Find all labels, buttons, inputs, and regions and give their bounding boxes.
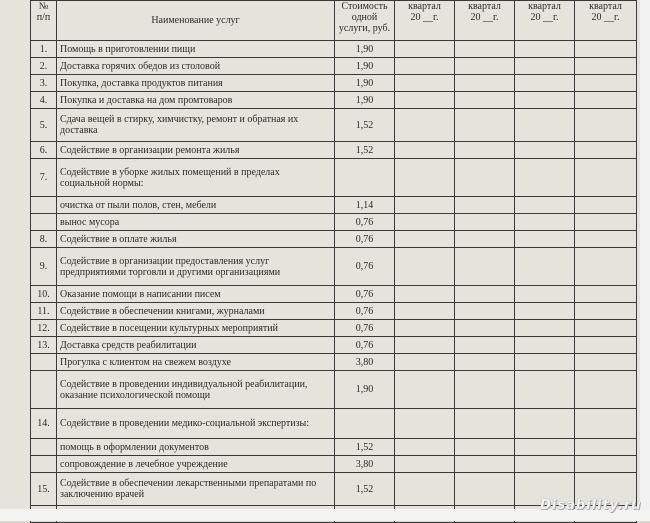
row-name: Покупка и доставка на дом промтоваров [57,92,335,109]
row-price: 3,80 [335,354,395,371]
row-price: 0,76 [335,248,395,286]
row-price: 3,80 [335,456,395,473]
row-num: 15. [31,473,57,506]
row-quarter-2-cell [455,473,515,506]
row-name: вынос мусора [57,214,335,231]
table-row [31,286,637,303]
header-price: Стоимость одной услуги, руб. [335,1,395,41]
row-price: 1,90 [335,371,395,409]
row-name: очистка от пыли полов, стен, мебели [57,197,335,214]
row-quarter-4-cell [575,248,637,286]
row-quarter-1-cell [395,75,455,92]
row-quarter-2-cell [455,159,515,197]
row-quarter-4-cell [575,58,637,75]
sheet-edge [640,0,650,521]
row-name: помощь в оформлении документов [57,439,335,456]
row-quarter-4-cell [575,303,637,320]
row-num: 10. [31,286,57,303]
row-price: 1,52 [335,473,395,506]
row-quarter-2-cell [455,320,515,337]
row-quarter-4-cell [575,354,637,371]
row-quarter-1-cell [395,109,455,142]
row-quarter-4-cell [575,159,637,197]
row-quarter-3-cell [515,214,575,231]
row-quarter-3-cell [515,320,575,337]
row-quarter-1-cell [395,320,455,337]
row-quarter-1-cell [395,159,455,197]
row-price: 1,52 [335,109,395,142]
row-name: Содействие в обеспечении лекарственными препаратами по заключению врачей [57,473,335,506]
row-quarter-1-cell [395,214,455,231]
row-quarter-4-cell [575,456,637,473]
table-row [31,248,637,286]
row-name: Содействие в обеспечении книгами, журналами [57,303,335,320]
row-quarter-4-cell [575,409,637,439]
table-body [31,41,637,523]
row-name: Помощь в приготовлении пищи [57,41,335,58]
table-row [31,109,637,142]
table-row [31,197,637,214]
row-quarter-4-cell [575,41,637,58]
row-price: 0,76 [335,337,395,354]
row-quarter-2-cell [455,231,515,248]
row-quarter-2-cell [455,354,515,371]
row-num: 12. [31,320,57,337]
row-num [31,439,57,456]
row-name: Покупка, доставка продуктов питания [57,75,335,92]
header-quarter-2: квартал 20 __г. [455,1,515,41]
row-price: 1,52 [335,142,395,159]
row-quarter-2-cell [455,303,515,320]
row-quarter-2-cell [455,58,515,75]
row-name: Доставка горячих обедов из столовой [57,58,335,75]
row-price: 0,76 [335,286,395,303]
row-quarter-3-cell [515,75,575,92]
row-name: Содействие в проведении медико-социальной экспертизы: [57,409,335,439]
row-quarter-3-cell [515,231,575,248]
row-price: 1,90 [335,75,395,92]
row-quarter-4-cell [575,231,637,248]
row-quarter-2-cell [455,214,515,231]
row-quarter-4-cell [575,286,637,303]
row-num: 8. [31,231,57,248]
row-quarter-3-cell [515,109,575,142]
row-quarter-2-cell [455,371,515,409]
row-num: 3. [31,75,57,92]
row-quarter-4-cell [575,439,637,456]
row-quarter-4-cell [575,197,637,214]
table-row [31,92,637,109]
row-quarter-3-cell [515,303,575,320]
watermark-logo: Disability.ru [540,498,642,513]
row-num [31,214,57,231]
row-quarter-2-cell [455,248,515,286]
header-quarter-4: квартал 20 __г. [575,1,637,41]
row-quarter-3-cell [515,409,575,439]
row-name: Прогулка с клиентом на свежем воздухе [57,354,335,371]
row-quarter-2-cell [455,41,515,58]
row-quarter-1-cell [395,371,455,409]
row-quarter-1-cell [395,231,455,248]
row-num: 1. [31,41,57,58]
table-row [31,75,637,92]
row-quarter-3-cell [515,354,575,371]
table-row [31,371,637,409]
row-name: Содействие в уборке жилых помещений в пределах социальной нормы: [57,159,335,197]
row-quarter-2-cell [455,337,515,354]
table-row [31,159,637,197]
row-quarter-4-cell [575,371,637,409]
row-quarter-1-cell [395,41,455,58]
row-price: 0,76 [335,303,395,320]
row-quarter-1-cell [395,303,455,320]
row-num: 14. [31,409,57,439]
row-num [31,456,57,473]
row-quarter-1-cell [395,337,455,354]
row-price: 1,90 [335,58,395,75]
row-quarter-3-cell [515,439,575,456]
row-quarter-3-cell [515,41,575,58]
table-row [31,142,637,159]
header-name: Наименование услуг [57,1,335,41]
row-num: 6. [31,142,57,159]
row-quarter-3-cell [515,371,575,409]
table-row [31,41,637,58]
row-quarter-1-cell [395,439,455,456]
row-quarter-1-cell [395,248,455,286]
row-quarter-4-cell [575,320,637,337]
row-quarter-4-cell [575,214,637,231]
row-quarter-2-cell [455,92,515,109]
row-quarter-4-cell [575,142,637,159]
row-num: 9. [31,248,57,286]
row-name: Содействие в организации предоставления услуг предприятиями торговли и другими организациями [57,248,335,286]
row-quarter-3-cell [515,248,575,286]
row-quarter-4-cell [575,337,637,354]
row-quarter-1-cell [395,197,455,214]
row-num [31,354,57,371]
row-quarter-1-cell [395,142,455,159]
row-name: Содействие в оплате жилья [57,231,335,248]
row-price: 1,52 [335,439,395,456]
row-num: 7. [31,159,57,197]
row-name: Доставка средств реабилитации [57,337,335,354]
table-row [31,214,637,231]
row-quarter-1-cell [395,354,455,371]
row-price: 1,90 [335,41,395,58]
row-quarter-1-cell [395,409,455,439]
table-row [31,337,637,354]
row-quarter-1-cell [395,456,455,473]
row-quarter-4-cell [575,92,637,109]
table-row [31,409,637,439]
row-quarter-4-cell [575,109,637,142]
table-row [31,439,637,456]
header-quarter-1: квартал 20 __г. [395,1,455,41]
row-price [335,159,395,197]
table-row [31,58,637,75]
row-quarter-2-cell [455,75,515,92]
row-name: Содействие в организации ремонта жилья [57,142,335,159]
row-price: 0,76 [335,231,395,248]
row-name: Оказание помощи в написании писем [57,286,335,303]
table-row [31,456,637,473]
table-row [31,354,637,371]
row-price: 1,14 [335,197,395,214]
header-num: № п/п [31,1,57,41]
row-quarter-3-cell [515,456,575,473]
table-row [31,303,637,320]
row-quarter-3-cell [515,159,575,197]
row-quarter-3-cell [515,58,575,75]
row-quarter-2-cell [455,197,515,214]
row-quarter-1-cell [395,286,455,303]
row-num [31,371,57,409]
table-row [31,320,637,337]
row-quarter-3-cell [515,92,575,109]
row-num: 4. [31,92,57,109]
row-name: Содействие в посещении культурных мероприятий [57,320,335,337]
row-quarter-4-cell [575,75,637,92]
row-name: Сдача вещей в стирку, химчистку, ремонт и обратная их доставка [57,109,335,142]
row-quarter-1-cell [395,473,455,506]
row-quarter-2-cell [455,142,515,159]
row-num: 11. [31,303,57,320]
row-quarter-2-cell [455,109,515,142]
row-num: 2. [31,58,57,75]
row-name: Содействие в проведении индивидуальной реабилитации, оказание психологической помощи [57,371,335,409]
row-quarter-2-cell [455,286,515,303]
table-row [31,231,637,248]
row-quarter-2-cell [455,439,515,456]
row-quarter-3-cell [515,286,575,303]
row-price: 1,90 [335,92,395,109]
row-num [31,197,57,214]
row-quarter-2-cell [455,409,515,439]
services-table [30,0,637,523]
row-quarter-2-cell [455,456,515,473]
row-quarter-3-cell [515,337,575,354]
row-price [335,409,395,439]
row-quarter-3-cell [515,142,575,159]
row-quarter-1-cell [395,92,455,109]
row-num: 5. [31,109,57,142]
row-price: 0,76 [335,320,395,337]
row-quarter-3-cell [515,197,575,214]
header-quarter-3: квартал 20 __г. [515,1,575,41]
row-quarter-1-cell [395,58,455,75]
row-price: 0,76 [335,214,395,231]
row-name: сопровождение в лечебное учреждение [57,456,335,473]
table-header-row [31,1,637,41]
row-num: 13. [31,337,57,354]
